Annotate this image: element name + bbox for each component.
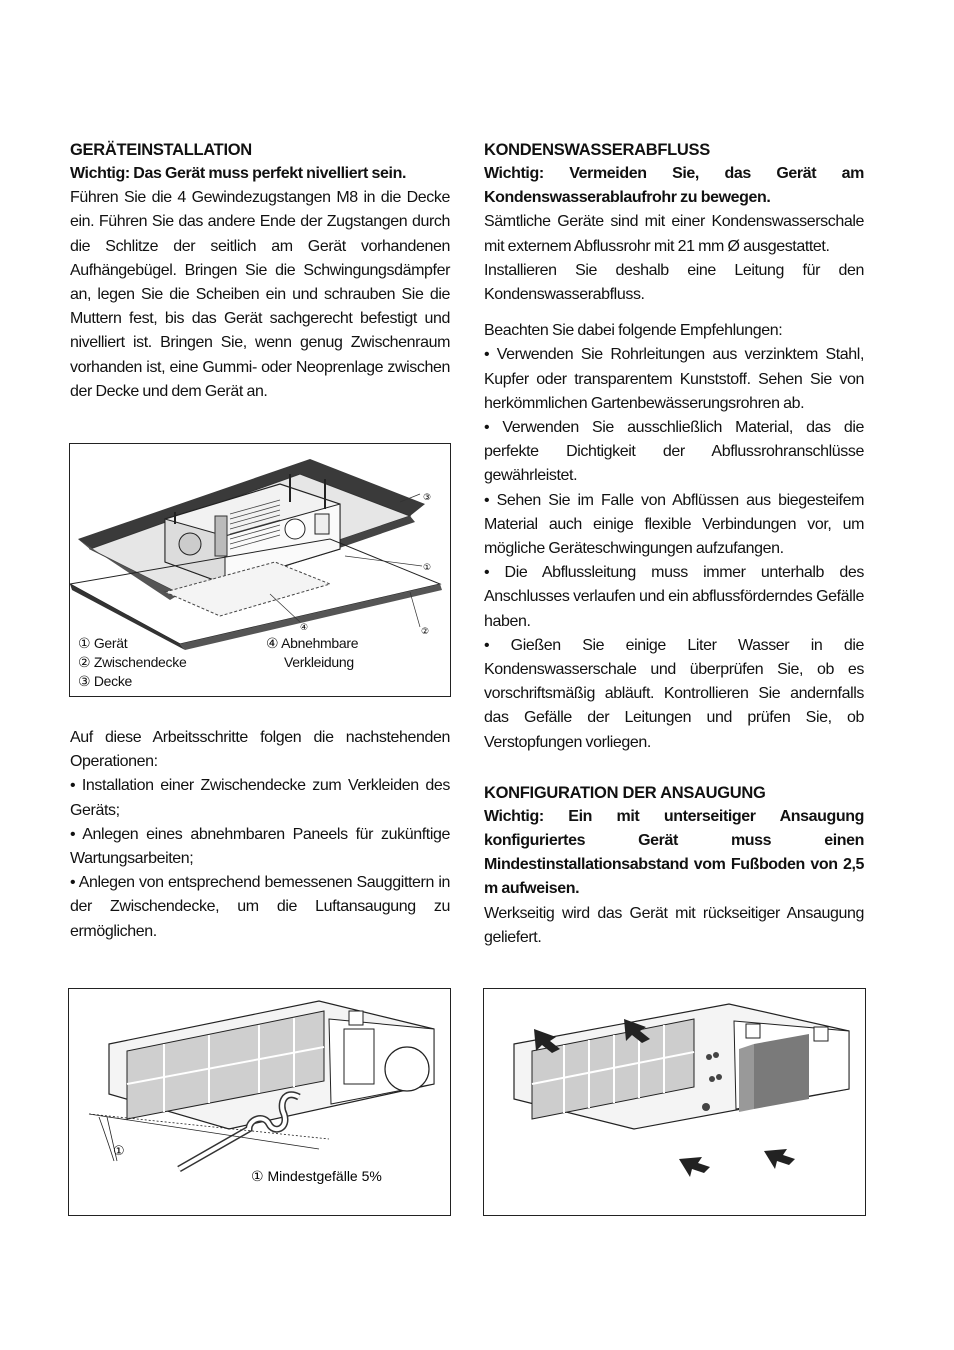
- callout-1: ①: [423, 562, 432, 572]
- callout-3-top: ③: [423, 492, 432, 502]
- condensate-warning: Wichtig: Vermeiden Sie, das Gerät am Kondenswasserablaufrohr zu bewegen.: [484, 165, 864, 207]
- condensate-para-2: Installieren Sie deshalb eine Leitung für den Kondenswasserabfluss.: [484, 261, 864, 304]
- operations-bullet-2: • Anlegen eines abnehmbaren Paneels für zukünftige Wartungsarbeiten;: [70, 825, 450, 868]
- left-column: [70, 138, 450, 404]
- condensate-bullet-2: • Verwenden Sie ausschließlich Material, das die perfekte Dichtigkeit der Abflussrohranschlüsse gewährleistet.: [484, 419, 864, 485]
- spacer: [484, 755, 864, 781]
- condensate-bullet-1: • Verwenden Sie Rohrleitungen aus verzinktem Stahl, Kupfer oder transparentem Kunststoff. Sehen Sie von herkömmlichen Gartenbewässerungsrohren ab.: [484, 346, 864, 412]
- installation-warning: Wichtig: Das Gerät muss perfekt nivelliert sein.: [70, 165, 406, 182]
- operations-bullet-1: • Installation einer Zwischendecke zum Verkleiden des Geräts;: [70, 777, 450, 819]
- section-heading-installation: GERÄTEINSTALLATION: [70, 141, 252, 159]
- figure-unit-installation: [69, 443, 451, 697]
- condensate-para-3: Beachten Sie dabei folgende Empfehlungen:: [484, 322, 783, 340]
- callout-2: ②: [421, 626, 430, 636]
- legend-item-removable-panel-cont: Verkleidung: [284, 654, 354, 670]
- condensate-bullet-5: • Gießen Sie einige Liter Wasser in die Kondenswasserschale und überprüfen Sie, ob es vorschriftsmäßig abläuft. Kontrollieren Sie andernfalls das Gefälle der Leitungen und prüfen Sie, ob Verstopfungen vorliegen.: [484, 636, 864, 751]
- legend-item-unit: ① Gerät: [78, 635, 128, 651]
- section-heading-intake: KONFIGURATION DER ANSAUGUNG: [484, 783, 766, 802]
- slope-caption: ① Mindestgefälle 5%: [251, 1168, 382, 1184]
- figure1-legend-right: [266, 634, 358, 672]
- drain-slope-diagram: [69, 989, 450, 1215]
- operations-bullet-3: • Anlegen von entsprechend bemessenen Sauggittern in der Zwischendecke, um die Luftansaugung zu ermöglichen.: [70, 874, 450, 940]
- figure-intake-configuration: [483, 988, 866, 1216]
- intake-warning: Wichtig: Ein mit unterseitiger Ansaugung konfiguriertes Gerät muss einen Mindestinstallationsabstand vom Fußboden von 2,5 m aufweisen.: [484, 807, 864, 898]
- section-heading-condensate: KONDENSWASSERABFLUSS: [484, 141, 710, 159]
- condensate-bullet-4: • Die Abflussleitung muss immer unterhalb des Anschlusses verlaufen und ein abflussförderndes Gefälle haben.: [484, 564, 864, 630]
- installation-paragraph: Führen Sie die 4 Gewindezugstangen M8 in die Decke ein. Führen Sie das andere Ende der Zugstangen durch die Schlitze der seitlich am Gerät vorhandenen Aufhängebügel. Bringen Sie die Schwingungsdämpfer an, legen Sie die Scheiben ein und schrauben Sie die Muttern fest, bis das Gerät sachgerecht befestigt und nivelliert ist. Bringen Sie, wenn genug Zwischenraum vorhanden ist, eine Gummi- oder Neoprenlage zwischen der Decke und dem Gerät an.: [70, 189, 450, 400]
- right-column: [484, 138, 864, 950]
- callout-4: ④: [300, 622, 309, 632]
- slope-callout: ①: [113, 1143, 125, 1158]
- figure1-legend-left: [78, 634, 186, 691]
- operations-intro: Auf diese Arbeitsschritte folgen die nachstehenden Operationen:: [70, 729, 450, 771]
- legend-item-removable-panel: ④ Abnehmbare: [266, 635, 359, 651]
- intake-configuration-diagram: [484, 989, 865, 1215]
- left-column-lower: [70, 726, 450, 944]
- spacer: [484, 307, 864, 319]
- legend-item-false-ceiling: ② Zwischendecke: [78, 654, 187, 670]
- legend-item-ceiling: ③ Decke: [78, 673, 133, 689]
- condensate-bullet-3: • Sehen Sie im Falle von Abflüssen aus biegesteifem Material auch einige flexible Verbindungen vor, um mögliche Geräteschwingungen aufzufangen.: [484, 491, 864, 558]
- intake-paragraph: Werkseitig wird das Gerät mit rückseitiger Ansaugung geliefert.: [484, 904, 864, 946]
- condensate-para-1: Sämtliche Geräte sind mit einer Kondenswasserschale mit externem Abflussrohr mit 21 mm Ø ausgestattet.: [484, 213, 864, 255]
- figure-drain-slope: [68, 988, 451, 1216]
